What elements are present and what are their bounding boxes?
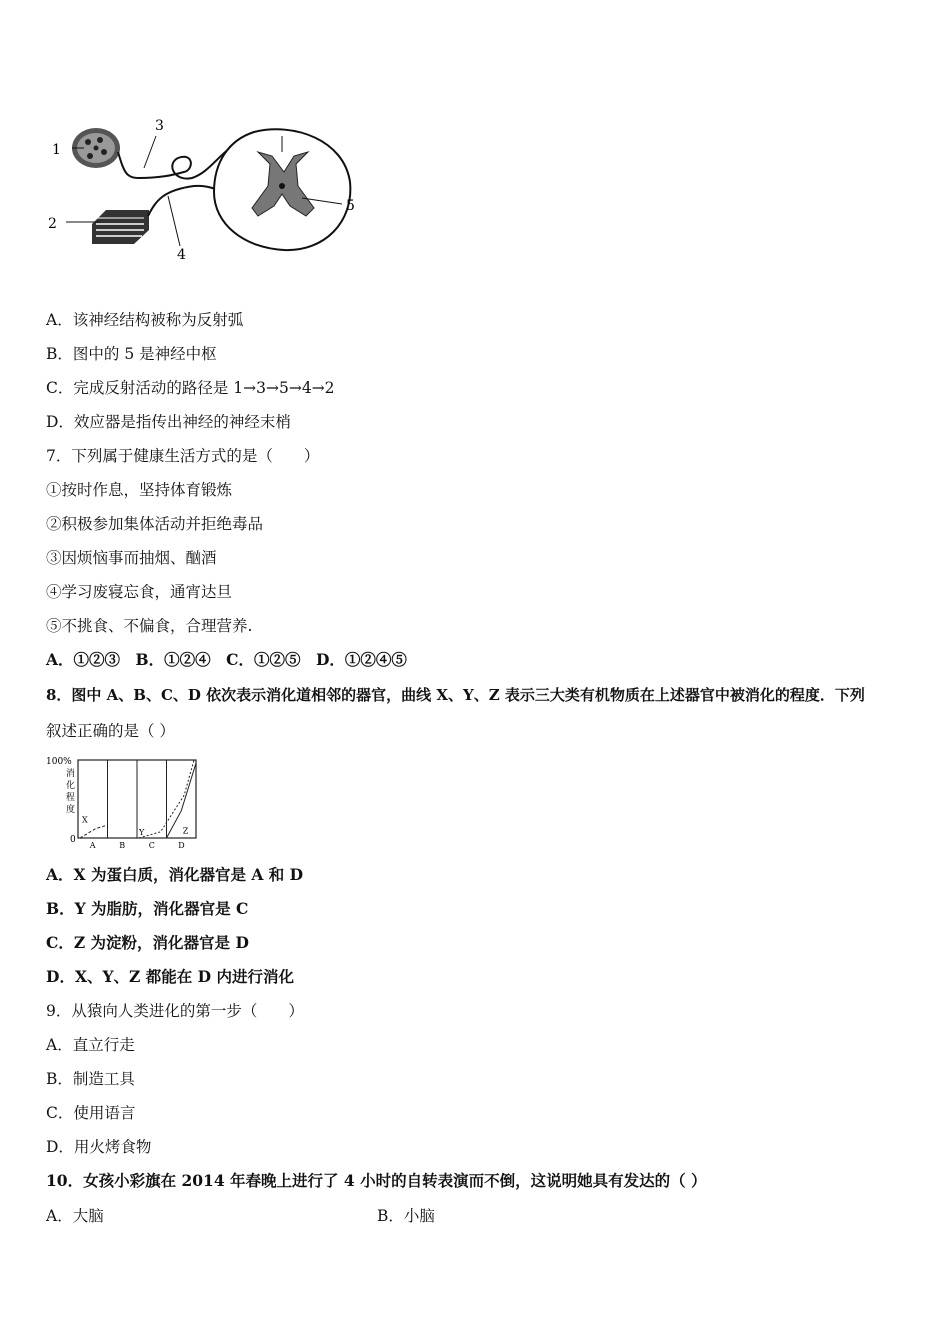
figure-label-1: 1: [52, 142, 61, 158]
q8-stem-line2: 叙述正确的是（ ）: [46, 722, 175, 740]
chart-y-label-3: 程: [66, 793, 76, 803]
q6-option-a: A．该神经结构被称为反射弧: [46, 311, 244, 329]
effector-muscle: [92, 210, 149, 244]
reflex-arc-figure: [44, 112, 364, 262]
q8-stem-line1: 8．图中 A、B、C、D 依次表示消化道相邻的器官，曲线 X、Y、Z 表示三大类有机物质在上述器官中被消化的程度．下列: [46, 686, 865, 704]
q9-option-b: B．制造工具: [46, 1070, 135, 1088]
chart-series-x-label: X: [82, 815, 88, 825]
digestion-chart: [44, 754, 200, 850]
chart-category-label: D: [178, 841, 185, 850]
q6-option-d: D．效应器是指传出神经的神经末梢: [46, 413, 291, 431]
chart-category-label: A: [89, 841, 96, 850]
q10-option-b: B．小脑: [377, 1207, 435, 1225]
q7-item-1: ①按时作息，坚持体育锻炼: [46, 481, 233, 499]
q8-option-c: C．Z 为淀粉，消化器官是 D: [46, 933, 249, 952]
q6-option-c: C．完成反射活动的路径是 1→3→5→4→2: [46, 379, 335, 397]
q7-options: A．①②③ B．①②④ C．①②⑤ D．①②④⑤: [46, 650, 407, 669]
chart-series-z-label: Z: [182, 826, 189, 836]
chart-tick-group: [89, 841, 185, 850]
chart-y-top-label: 100%: [46, 757, 72, 767]
q9-option-d: D．用火烤食物: [46, 1138, 152, 1156]
chart-series-z-line: [167, 763, 197, 838]
figure-label-5: 5: [346, 198, 355, 214]
q7-item-2: ②积极参加集体活动并拒绝毒品: [46, 515, 264, 533]
chart-y-label-1: 消: [66, 769, 76, 779]
chart-series-y-label: Y: [139, 827, 145, 837]
chart-frame: [78, 760, 196, 838]
chart-y-zero-label: 0: [70, 835, 76, 845]
q9-option-c: C．使用语言: [46, 1104, 136, 1122]
q7-item-5: ⑤不挑食、不偏食，合理营养.: [46, 617, 253, 635]
q7-stem: 7．下列属于健康生活方式的是（ ）: [46, 447, 320, 465]
q6-option-b: B．图中的 5 是神经中枢: [46, 345, 217, 363]
q7-item-3: ③因烦恼事而抽烟、酗酒: [46, 549, 217, 567]
q9-option-a: A．直立行走: [46, 1036, 135, 1054]
chart-category-label: C: [148, 841, 155, 850]
q8-option-b: B．Y 为脂肪，消化器官是 C: [46, 899, 249, 918]
spinal-cord-section: [214, 129, 350, 250]
figure-label-2: 2: [48, 216, 57, 232]
chart-series-group: [80, 760, 196, 838]
chart-y-label-4: 度: [66, 805, 76, 815]
chart-y-label-2: 化: [66, 781, 76, 791]
chart-category-label: B: [119, 841, 126, 850]
q9-stem: 9．从猿向人类进化的第一步（ ）: [46, 1002, 304, 1020]
q10-option-a: A．大脑: [46, 1207, 104, 1225]
q8-option-d: D．X、Y、Z 都能在 D 内进行消化: [46, 967, 294, 986]
figure-label-3: 3: [155, 118, 164, 134]
figure-label-4: 4: [177, 247, 186, 262]
chart-series-x-line: [80, 826, 106, 839]
q7-item-4: ④学习废寝忘食，通宵达旦: [46, 583, 233, 601]
q10-stem: 10．女孩小彩旗在 2014 年春晚上进行了 4 小时的自转表演而不倒，这说明她具有发达的（ ）: [46, 1171, 707, 1190]
q8-option-a: A．X 为蛋白质，消化器官是 A 和 D: [46, 865, 304, 884]
